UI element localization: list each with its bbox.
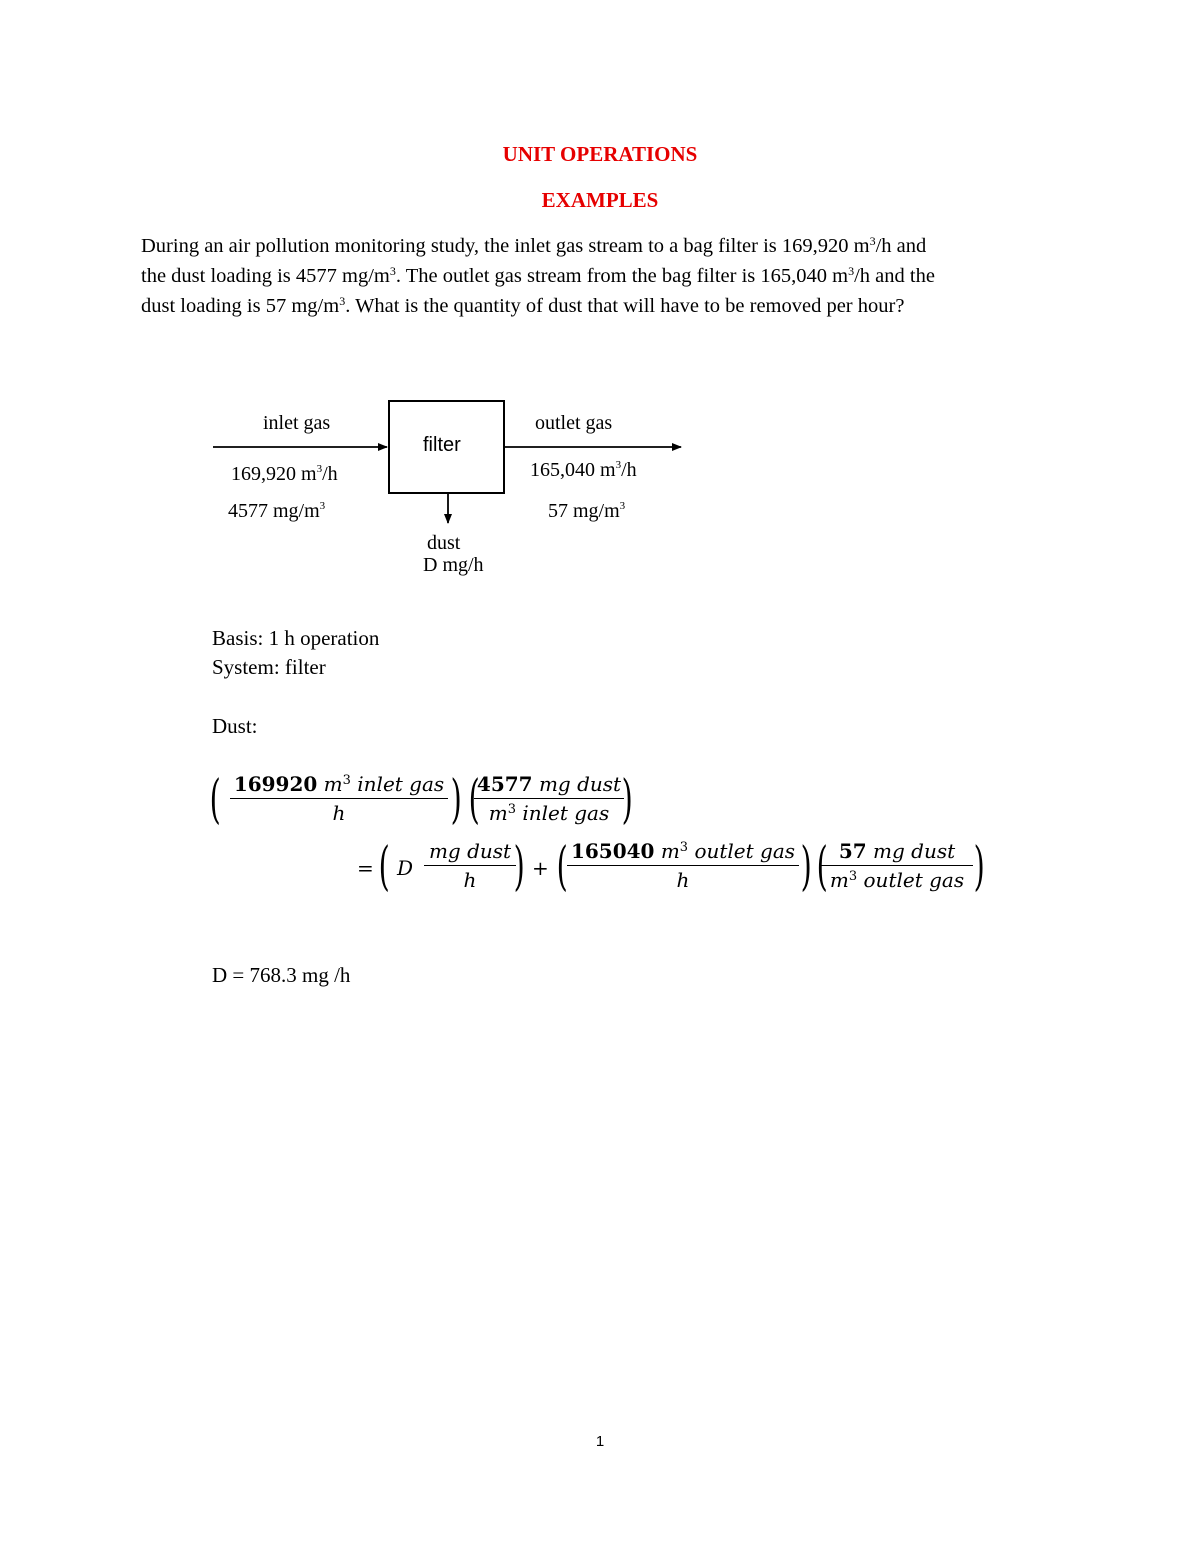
right-paren: ) (513, 837, 525, 897)
outlet-concentration: 57 $mg/m^3$ (548, 500, 626, 522)
d-symbol: D (397, 856, 414, 880)
problem-line-2: the dust loading is 4577 $mg/m^3$. The outlet gas stream from the bag filter is 165,040 $m^3/h$ and the (141, 264, 935, 287)
inlet-flow-fraction: 169920 $m^3$ inlet gas h (230, 772, 448, 825)
equals-sign: = (357, 856, 374, 880)
dust-heading: Dust: (212, 714, 258, 738)
problem-line-1: During an air pollution monitoring study, the inlet gas stream to a bag filter is 169,920 $m^3/h$ and (141, 234, 927, 257)
outlet-label: outlet gas (535, 412, 613, 434)
left-paren: ( (468, 770, 480, 830)
page-number: 1 (595, 1433, 605, 1450)
inlet-conc-fraction: 4577 mg dust $m^3$ inlet gas (474, 772, 624, 825)
inlet-flow: 169,920 $m^3/h$ (231, 463, 338, 485)
document-title: UNIT OPERATIONS (502, 142, 698, 166)
right-paren: ) (973, 837, 985, 897)
outlet-conc-fraction: 57 mg dust $m^3$ outlet gas (821, 839, 973, 892)
filter-label: filter (423, 434, 461, 456)
outlet-flow: 165,040 $m^3/h$ (530, 459, 637, 481)
left-paren: ( (378, 837, 390, 897)
outlet-flow-fraction: 165040 $m^3$ outlet gas h (567, 839, 799, 892)
right-paren: ) (800, 837, 812, 897)
right-paren: ) (450, 770, 462, 830)
dust-rate-fraction: mg dust h (424, 839, 516, 892)
result-line: D = 768.3 mg /h (212, 963, 351, 987)
basis-line: Basis: 1 h operation (212, 626, 380, 650)
left-paren: ( (816, 837, 828, 897)
right-paren: ) (621, 770, 633, 830)
left-paren: ( (556, 837, 568, 897)
document-subtitle: EXAMPLES (541, 188, 659, 212)
system-line: System: filter (212, 655, 326, 679)
left-paren: ( (209, 770, 221, 830)
inlet-concentration: 4577 $mg/m^3$ (228, 500, 326, 522)
dust-rate: D mg/h (423, 554, 484, 576)
inlet-label: inlet gas (263, 412, 331, 434)
plus-sign: + (532, 856, 549, 880)
problem-line-3: dust loading is 57 $mg/m^3$. What is the quantity of dust that will have to be removed per hour? (141, 294, 905, 317)
dust-label: dust (427, 532, 461, 554)
